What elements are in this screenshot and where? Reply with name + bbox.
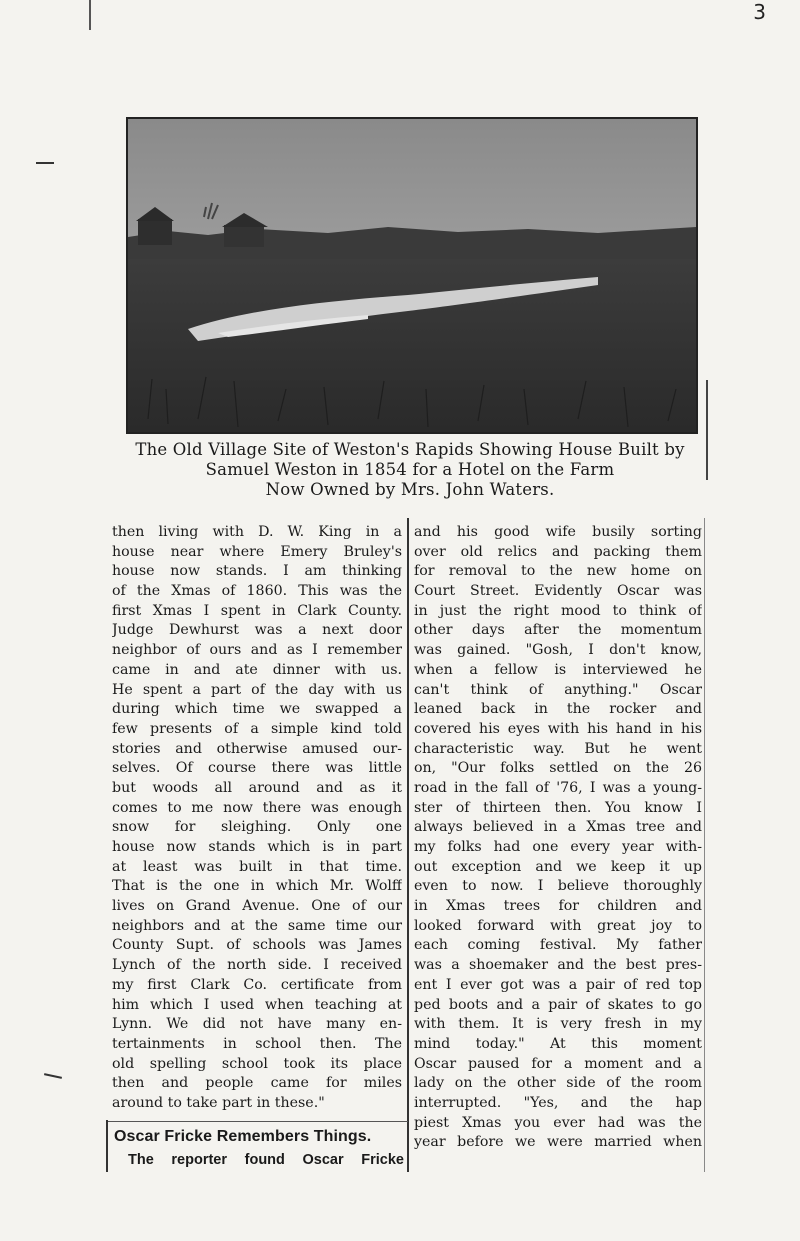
text-line: was gained. "Gosh, I don't know, xyxy=(414,642,702,659)
text-line: around to take part in these." xyxy=(112,1094,325,1111)
margin-tick xyxy=(36,162,54,164)
text-line: was a shoemaker and the best pres- xyxy=(414,957,702,974)
margin-rule xyxy=(89,0,91,30)
text-line: covered his eyes with his hand in his xyxy=(414,720,702,737)
text-line: ster of thirteen then. You know I xyxy=(414,799,702,816)
section-first-line: The reporter found Oscar Fricke xyxy=(128,1152,404,1168)
text-line: then and people came for miles xyxy=(112,1075,402,1092)
text-line: comes to me now there was enough xyxy=(112,799,402,816)
caption-line: Samuel Weston in 1854 for a Hotel on the Farm xyxy=(205,460,615,479)
page-number: 3 xyxy=(753,0,766,24)
text-line: old spelling school took its place xyxy=(112,1055,402,1072)
text-line: came in and ate dinner with us. xyxy=(112,661,402,678)
text-line: stories and otherwise amused our- xyxy=(112,740,402,757)
text-line: neighbors and at the same time our xyxy=(112,917,402,934)
text-line: with them. It is very fresh in my xyxy=(414,1016,702,1033)
text-line: each coming festival. My father xyxy=(414,937,702,954)
frame-line xyxy=(706,380,708,480)
text-line: when a fellow is interviewed he xyxy=(414,661,702,678)
text-line: tertainments in school then. The xyxy=(112,1035,402,1052)
text-line: but woods all around and as it xyxy=(112,779,402,796)
text-line: looked forward with great joy to xyxy=(414,917,702,934)
text-line: road in the fall of '76, I was a young- xyxy=(414,779,702,796)
caption-line: The Old Village Site of Weston's Rapids Showing House Built by xyxy=(135,440,685,459)
text-line: selves. Of course there was little xyxy=(112,760,402,777)
section-border xyxy=(106,1120,108,1172)
text-line: few presents of a simple kind told xyxy=(112,720,402,737)
text-line: Judge Dewhurst was a next door xyxy=(112,622,402,639)
text-line: my folks had one every year with- xyxy=(414,839,702,855)
text-line: ent I ever got was a pair of red top xyxy=(414,976,702,993)
text-line: neighbor of ours and as I remember xyxy=(112,642,402,659)
text-line: out exception and we keep it up xyxy=(414,858,702,875)
column-divider xyxy=(407,518,409,1172)
text-line: house near where Emery Bruley's xyxy=(112,543,402,560)
text-line: year before we were married when xyxy=(414,1134,702,1151)
text-line: for removal to the new home on xyxy=(414,563,702,580)
text-line: on, "Our folks settled on the 26 xyxy=(414,760,702,777)
text-line: always believed in a Xmas tree and xyxy=(414,819,702,836)
text-line: house now stands which is in part xyxy=(112,839,402,855)
text-line: He spent a part of the day with us xyxy=(112,681,402,698)
caption-line: Now Owned by Mrs. John Waters. xyxy=(265,480,555,499)
landscape-photo-icon xyxy=(128,119,696,432)
text-line: even to now. I believe thoroughly xyxy=(414,878,702,895)
text-line: other days after the momentum xyxy=(414,622,702,639)
text-line: leaned back in the rocker and xyxy=(414,701,702,718)
text-line: house now stands. I am thinking xyxy=(112,563,402,580)
text-line: in Xmas trees for children and xyxy=(414,898,702,915)
text-line: Oscar paused for a moment and a xyxy=(414,1055,702,1072)
text-line: lady on the other side of the room xyxy=(414,1075,702,1092)
text-line: mind today." At this moment xyxy=(414,1035,702,1052)
section-rule xyxy=(108,1121,408,1122)
column-divider xyxy=(704,518,705,1172)
text-line: That is the one in which Mr. Wolff xyxy=(112,878,402,895)
text-line: first Xmas I spent in Clark County. xyxy=(112,602,402,619)
text-line: then living with D. W. King in a xyxy=(112,524,402,540)
text-line: lives on Grand Avenue. One of our xyxy=(112,898,402,915)
right-column xyxy=(414,523,702,1153)
text-line: him which I used when teaching at xyxy=(112,996,402,1013)
text-line: Lynch of the north side. I received xyxy=(112,957,402,974)
text-line: snow for sleighing. Only one xyxy=(112,819,402,836)
text-line: during which time we swapped a xyxy=(112,701,402,718)
text-line: at least was built in that time. xyxy=(112,858,402,875)
text-line: County Supt. of schools was James xyxy=(112,937,402,954)
text-line: and his good wife busily sorting xyxy=(414,524,702,540)
text-line: interrupted. "Yes, and the hap xyxy=(414,1094,702,1111)
text-line: in just the right mood to think of xyxy=(414,602,702,619)
text-line: my first Clark Co. certificate from xyxy=(112,976,402,993)
text-line: can't think of anything." Oscar xyxy=(414,681,702,698)
section-heading: Oscar Fricke Remembers Things. xyxy=(114,1128,372,1145)
text-line: piest Xmas you ever had was the xyxy=(414,1114,702,1131)
text-line: Court Street. Evidently Oscar was xyxy=(414,583,702,600)
photo-caption xyxy=(120,440,700,500)
text-line: ped boots and a pair of skates to go xyxy=(414,996,702,1013)
text-line: over old relics and packing them xyxy=(414,543,702,560)
landscape-photo xyxy=(126,117,698,434)
text-line: Lynn. We did not have many en- xyxy=(112,1016,402,1033)
text-line: of the Xmas of 1860. This was the xyxy=(112,583,402,600)
left-column xyxy=(112,523,402,1114)
text-line: characteristic way. But he went xyxy=(414,740,702,757)
margin-tick xyxy=(44,1073,62,1079)
